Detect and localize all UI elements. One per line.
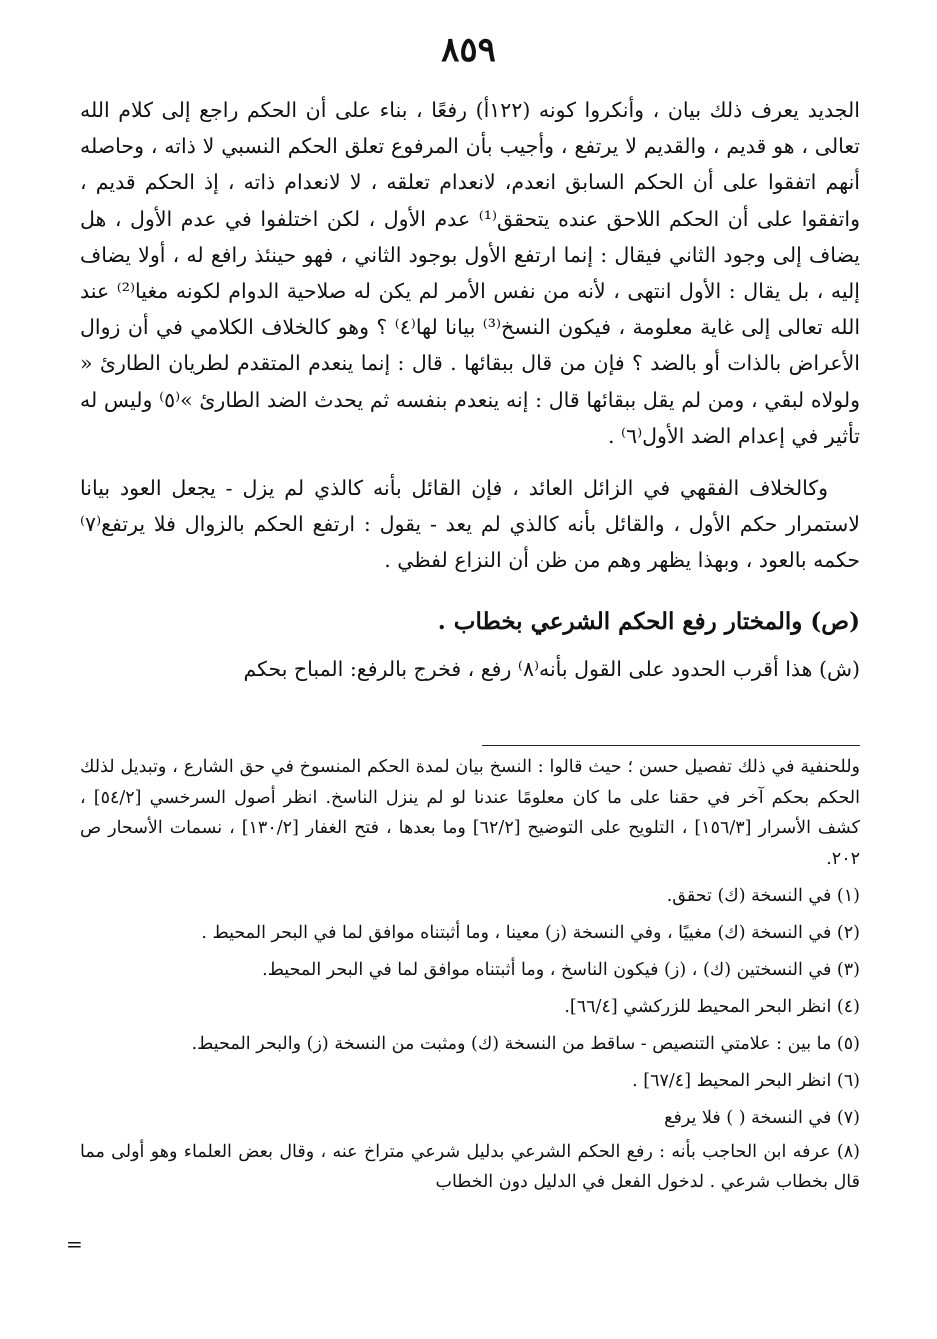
paragraph: وكالخلاف الفقهي في الزائل العائد ، فإن القائل بأنه كالذي لم يزل - يجعل العود بيانا لاستمرار حكم الأول ، والقائل بأنه كالذي لم يعد - يقول : ارتفع الحكم بالزوال فلا يرتفع⁽٧⁾ حكمه بالعود ، وبهذا يظهر وهم من ظن أن النزاع لفظي .: [80, 476, 860, 573]
continuation-mark: =: [66, 1232, 83, 1256]
footnote-8: (٨) عرفه ابن الحاجب بأنه : رفع الحكم الشرعي بدليل شرعي متراخ عنه ، وقال بعض العلماء وهو أولى مما قال بخطاب شرعي . لدخول الفعل في الدليل دون الخطاب: [80, 1142, 860, 1192]
footnote-7: (٧) في النسخة ( ) فلا يرفع: [664, 1108, 860, 1128]
footnote-4: (٤) انظر البحر المحيط للزركشي [٦٦/٤].: [564, 997, 860, 1017]
sharh-line: (ش) هذا أقرب الحدود على القول بأنه⁽٨⁾ رفع ، فخرج بالرفع: المباح بحكم: [243, 656, 860, 681]
paragraph: الجديد يعرف ذلك بيان ، وأنكروا كونه (١٢٢أ) رفعًا ، بناء على أن الحكم راجع إلى كلام الله تعالى ، هو قديم ، والقديم لا يرتفع ، وأجيب بأن المرفوع تعلق الحكم النسبي لا ذاته ، وحاصله أنهم اتفقوا على أن الحكم السابق انعدم، لانعدام تعلقه ، لا لانعدام ذاته ، إذ الحكم قديم ، واتفقوا على أن الحكم اللاحق عنده يتحقق⁽¹⁾ عدم الأول ، لكن اختلفوا في عدم الأول ، هل يضاف إلى وجود الثاني فيقال : إنما ارتفع الأول بوجود الثاني ، فهو حينئذ رافع له ، أولا يضاف إليه ، بل يقال : الأول انتهى ، لأنه من نفس الأمر لم يكن له صلاحية الدوام لكونه مغيا⁽²⁾ عند الله تعالى إلى غاية معلومة ، فيكون النسخ⁽³⁾ بيانا لها⁽٤⁾ ؟ وهو كالخلاف الكلامي في أن زوال الأعراض بالذات أو بالضد ؟ فإن من قال ببقائها . قال : إنما ينعدم المتقدم لطريان الطارئ « ولولاه لبقي ، ومن لم يقل ببقائها قال : إنه ينعدم بنفسه ثم يحدث الضد الطارئ »⁽٥⁾ وليس له تأثير في إعدام الضد الأول⁽٦⁾ .: [80, 98, 861, 448]
page-number: ٨٥٩: [441, 30, 496, 70]
footnote-5: (٥) ما بين : علامتي التنصيص - ساقط من النسخة (ك) ومثبت من النسخة (ز) والبحر المحيط.: [191, 1034, 860, 1054]
matn-heading: (ص) والمختار رفع الحكم الشرعي بخطاب .: [437, 607, 860, 635]
footnote-1: (١) في النسخة (ك) تحقق.: [666, 886, 860, 906]
footnote-6: (٦) انظر البحر المحيط [٦٧/٤] .: [632, 1071, 860, 1091]
main-text: [80, 92, 860, 687]
footnote-separator: [482, 745, 860, 746]
footnote-2: (٢) في النسخة (ك) مغييًا ، وفي النسخة (ز) معينا ، وما أثبتناه موافق لما في البحر المحيط .: [201, 923, 860, 943]
footnotes: [80, 752, 860, 1197]
footnote-continuation: وللحنفية في ذلك تفصيل حسن ؛ حيث قالوا : النسخ بيان لمدة الحكم المنسوخ في حق الشارع ، وتبديل لذلك الحكم بحكم آخر في حقنا على ما كان معلومًا عندنا لو لم ينزل الناسخ. انظر أصول السرخسي [٥٤/٢] ، كشف الأسرار [١٥٦/٣] ، التلويح على التوضيح [٦٢/٢] وما بعدها ، فتح الغفار [١٣٠/٢] ، نسمات الأسحار ص ٢٠٢.: [80, 757, 861, 869]
footnote-3: (٣) في النسختين (ك) ، (ز) فيكون الناسخ ، وما أثبتناه موافق لما في البحر المحيط.: [262, 960, 860, 980]
